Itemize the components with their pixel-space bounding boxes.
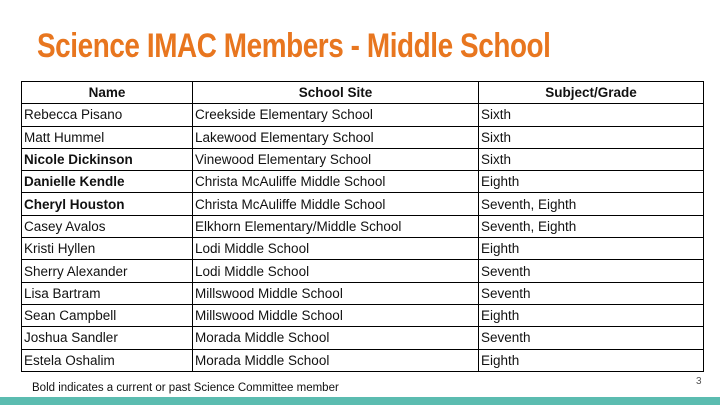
header-subject-grade: Subject/Grade bbox=[479, 82, 704, 104]
table-row bbox=[22, 304, 704, 326]
cell-subject-grade: Seventh, Eighth bbox=[479, 215, 704, 237]
table-row bbox=[22, 104, 704, 126]
cell-name: Estela Oshalim bbox=[22, 349, 193, 371]
cell-subject-grade: Seventh bbox=[479, 282, 704, 304]
table-row bbox=[22, 282, 704, 304]
cell-subject-grade: Eighth bbox=[479, 304, 704, 326]
cell-subject-grade: Seventh, Eighth bbox=[479, 193, 704, 215]
cell-name: Kristi Hyllen bbox=[22, 238, 193, 260]
cell-name: Sherry Alexander bbox=[22, 260, 193, 282]
cell-name: Sean Campbell bbox=[22, 304, 193, 326]
cell-school-site: Millswood Middle School bbox=[193, 282, 479, 304]
cell-school-site: Christa McAuliffe Middle School bbox=[193, 171, 479, 193]
cell-name: Lisa Bartram bbox=[22, 282, 193, 304]
table-row bbox=[22, 349, 704, 371]
cell-school-site: Lakewood Elementary School bbox=[193, 126, 479, 148]
header-name: Name bbox=[22, 82, 193, 104]
table-row bbox=[22, 171, 704, 193]
table-row bbox=[22, 260, 704, 282]
accent-bar bbox=[0, 397, 720, 405]
footnote: Bold indicates a current or past Science Committee member bbox=[32, 382, 339, 394]
cell-school-site: Lodi Middle School bbox=[193, 238, 479, 260]
table-row bbox=[22, 148, 704, 170]
cell-school-site: Elkhorn Elementary/Middle School bbox=[193, 215, 479, 237]
cell-school-site: Christa McAuliffe Middle School bbox=[193, 193, 479, 215]
cell-name: Matt Hummel bbox=[22, 126, 193, 148]
cell-name: Joshua Sandler bbox=[22, 327, 193, 349]
table-header-row bbox=[22, 82, 704, 104]
cell-school-site: Morada Middle School bbox=[193, 327, 479, 349]
cell-subject-grade: Eighth bbox=[479, 171, 704, 193]
table-row bbox=[22, 327, 704, 349]
cell-school-site: Creekside Elementary School bbox=[193, 104, 479, 126]
cell-school-site: Lodi Middle School bbox=[193, 260, 479, 282]
cell-subject-grade: Sixth bbox=[479, 126, 704, 148]
cell-name: Rebecca Pisano bbox=[22, 104, 193, 126]
slide-title: Science IMAC Members - Middle School bbox=[37, 27, 551, 65]
members-table bbox=[21, 81, 704, 372]
table-row bbox=[22, 215, 704, 237]
cell-name: Nicole Dickinson bbox=[22, 148, 193, 170]
cell-subject-grade: Eighth bbox=[479, 238, 704, 260]
cell-name: Casey Avalos bbox=[22, 215, 193, 237]
table-row bbox=[22, 238, 704, 260]
cell-name: Cheryl Houston bbox=[22, 193, 193, 215]
table-row bbox=[22, 193, 704, 215]
cell-school-site: Morada Middle School bbox=[193, 349, 479, 371]
cell-name: Danielle Kendle bbox=[22, 171, 193, 193]
cell-subject-grade: Seventh bbox=[479, 260, 704, 282]
cell-subject-grade: Eighth bbox=[479, 349, 704, 371]
cell-school-site: Millswood Middle School bbox=[193, 304, 479, 326]
page-number: 3 bbox=[696, 376, 702, 387]
cell-school-site: Vinewood Elementary School bbox=[193, 148, 479, 170]
cell-subject-grade: Seventh bbox=[479, 327, 704, 349]
cell-subject-grade: Sixth bbox=[479, 148, 704, 170]
cell-subject-grade: Sixth bbox=[479, 104, 704, 126]
header-school-site: School Site bbox=[193, 82, 479, 104]
table-row bbox=[22, 126, 704, 148]
